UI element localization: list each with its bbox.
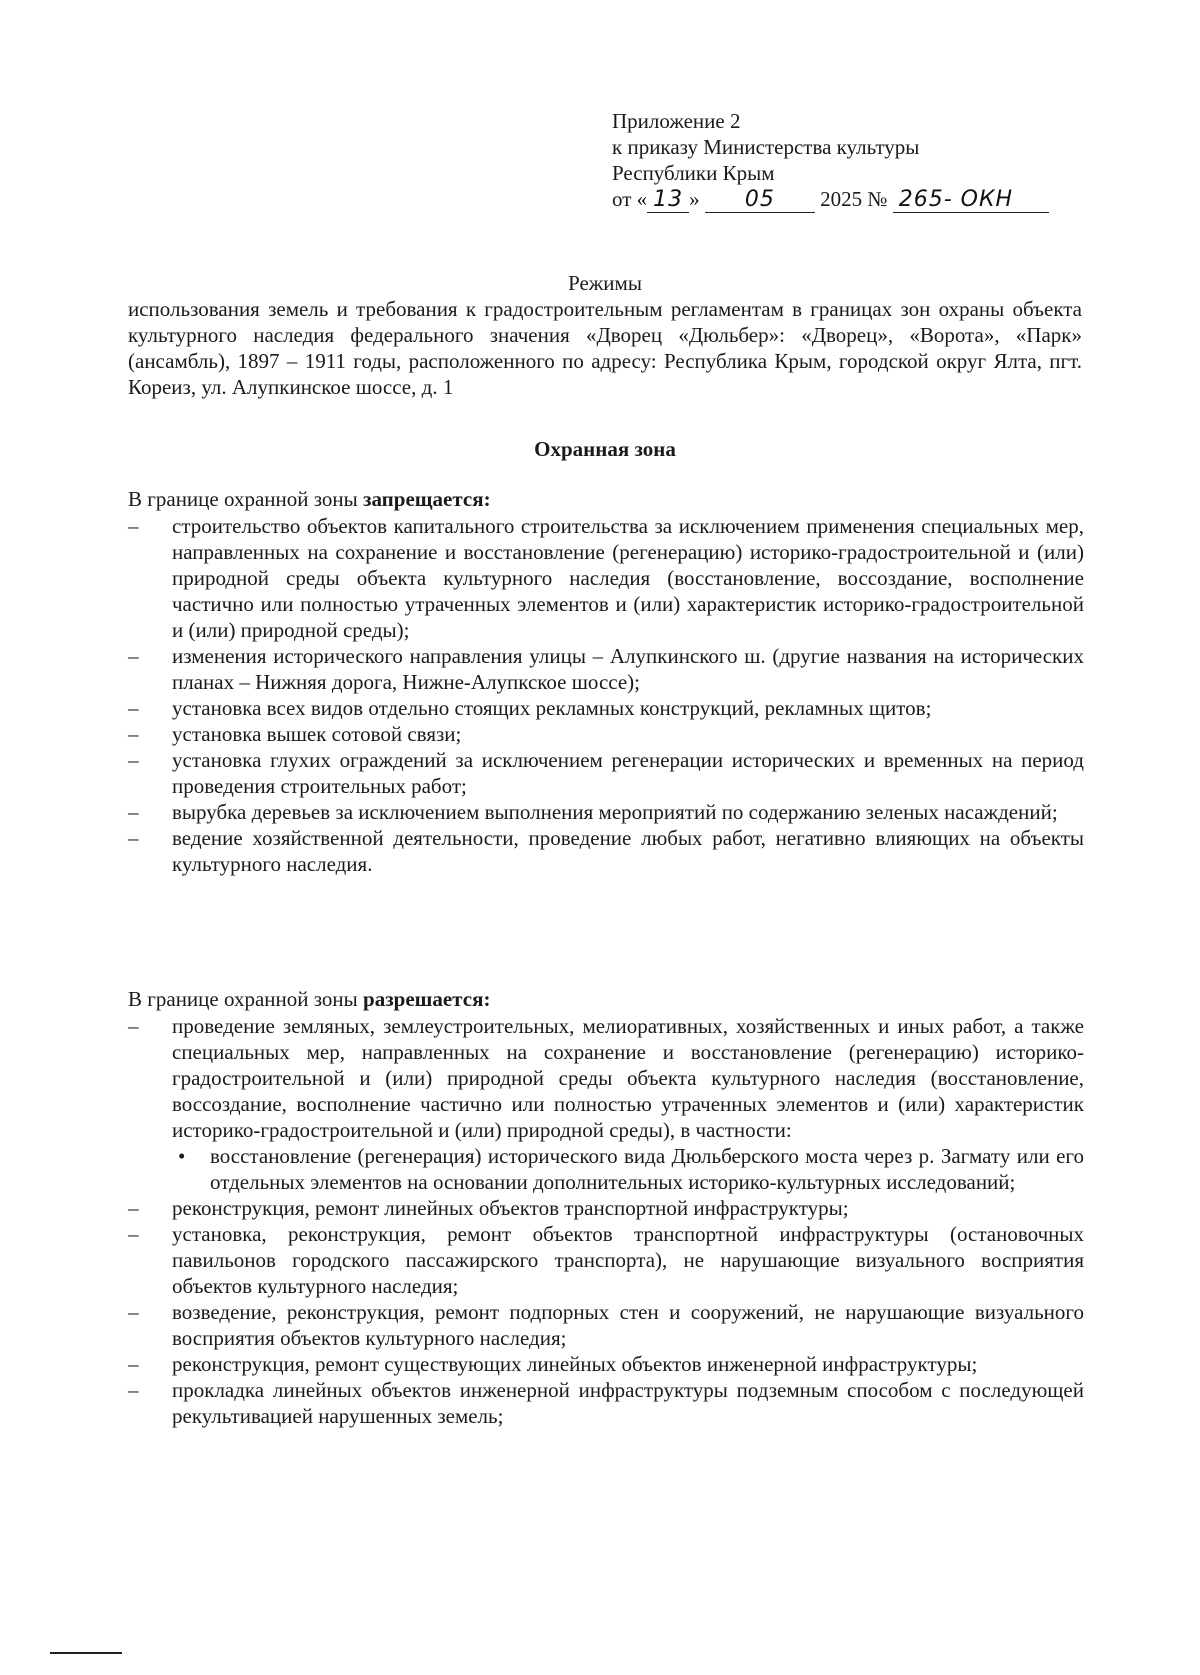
list-item: – прокладка линейных объектов инженерной инфраструктуры подземным способом с последующей рекультивацией нарушенных земель; [128,1377,1084,1429]
list-item: – установка всех видов отдельно стоящих рекламных конструкций, рекламных щитов; [128,695,1084,721]
date-mid: » [689,187,700,211]
document-heading: Режимы [568,271,642,295]
handwritten-day: 13 [647,188,689,213]
appendix-order-ref: к приказу Министерства культуры [612,135,920,159]
document-subtitle: использования земель и требования к градостроительным регламентам в границах зон охраны объекта культурного наследия федерального значения «Дворец «Дюльбер»: «Дворец», «Ворота», «Парк» (ансамбль), 1897 – 1911 годы, расположенного по адресу: Республика Крым, городской округ Ялта, пгт. Кореиз, ул. Алупкинское шоссе, д. 1 [128,297,1082,399]
prohibited-lead-text: В границе охранной зоны [128,487,364,511]
allowed-list [128,1013,1084,1429]
document-title-block [128,270,1082,400]
allowed-block [128,986,1084,1429]
list-item: – возведение, реконструкция, ремонт подпорных стен и сооружений, не нарушающие визуального восприятия объектов культурного наследия; [128,1299,1084,1351]
allowed-keyword: разрешается: [363,987,491,1011]
handwritten-order-number: 265- ОКН [893,188,1049,213]
appendix-number: Приложение 2 [612,109,741,133]
allowed-lead-text: В границе охранной зоны [128,987,364,1011]
list-item: – вырубка деревьев за исключением выполнения мероприятий по содержанию зеленых насаждений; [128,799,1084,825]
list-item: – установка вышек сотовой связи; [128,721,1084,747]
list-item [128,1013,1084,1195]
allowed-lead [128,986,1084,1012]
allowed-sublist [172,1143,1084,1195]
prohibited-list [128,513,1084,877]
date-year: 2025 № [820,187,888,211]
prohibited-block [128,486,1084,877]
prohibited-lead [128,486,1084,512]
appendix-republic: Республики Крым [612,161,775,185]
list-item: – реконструкция, ремонт существующих линейных объектов инженерной инфраструктуры; [128,1351,1084,1377]
section-title: Охранная зона [534,437,676,461]
list-item: – установка глухих ограждений за исключением регенерации исторических и временных на период проведения строительных работ; [128,747,1084,799]
list-item: – изменения исторического направления улицы – Алупкинского ш. (другие названия на исторических планах – Нижняя дорога, Нижне-Алупкское шоссе); [128,643,1084,695]
list-item: – реконструкция, ремонт линейных объектов транспортной инфраструктуры; [128,1195,1084,1221]
sub-list-item: • восстановление (регенерация) исторического вида Дюльберского моста через р. Загмату или его отдельных элементов на основании дополнительных историко-культурных исследований; [172,1143,1084,1195]
list-item: – ведение хозяйственной деятельности, проведение любых работ, негативно влияющих на объекты культурного наследия. [128,825,1084,877]
appendix-header [612,108,1172,213]
order-date-line [612,186,1172,213]
allowed-first-text: проведение земляных, землеустроительных, мелиоративных, хозяйственных и иных работ, а также специальных мер, направленных на сохранение и восстановление (регенерацию) историко-градостроительной и (или) природной среды объекта культурного наследия (восстановление, воссоздание, восполнение частично или полностью утраченных элементов и (или) характеристик историко-градостроительной и (или) природной среды), в частности: [172,1014,1084,1142]
list-item: – установка, реконструкция, ремонт объектов транспортной инфраструктуры (остановочных павильонов городского пассажирского транспорта), не нарушающие визуального восприятия объектов культурного наследия; [128,1221,1084,1299]
handwritten-month: 05 [705,188,815,213]
date-prefix: от « [612,187,648,211]
footer-rule [50,1652,122,1654]
prohibited-keyword: запрещается: [363,487,491,511]
list-item: – строительство объектов капитального строительства за исключением применения специальных мер, направленных на сохранение и восстановление (регенерацию) историко-градостроительной и (или) природной среды объекта культурного наследия (восстановление, воссоздание, восполнение частично или полностью утраченных элементов и (или) характеристик историко-градостроительной и (или) природной среды); [128,513,1084,643]
